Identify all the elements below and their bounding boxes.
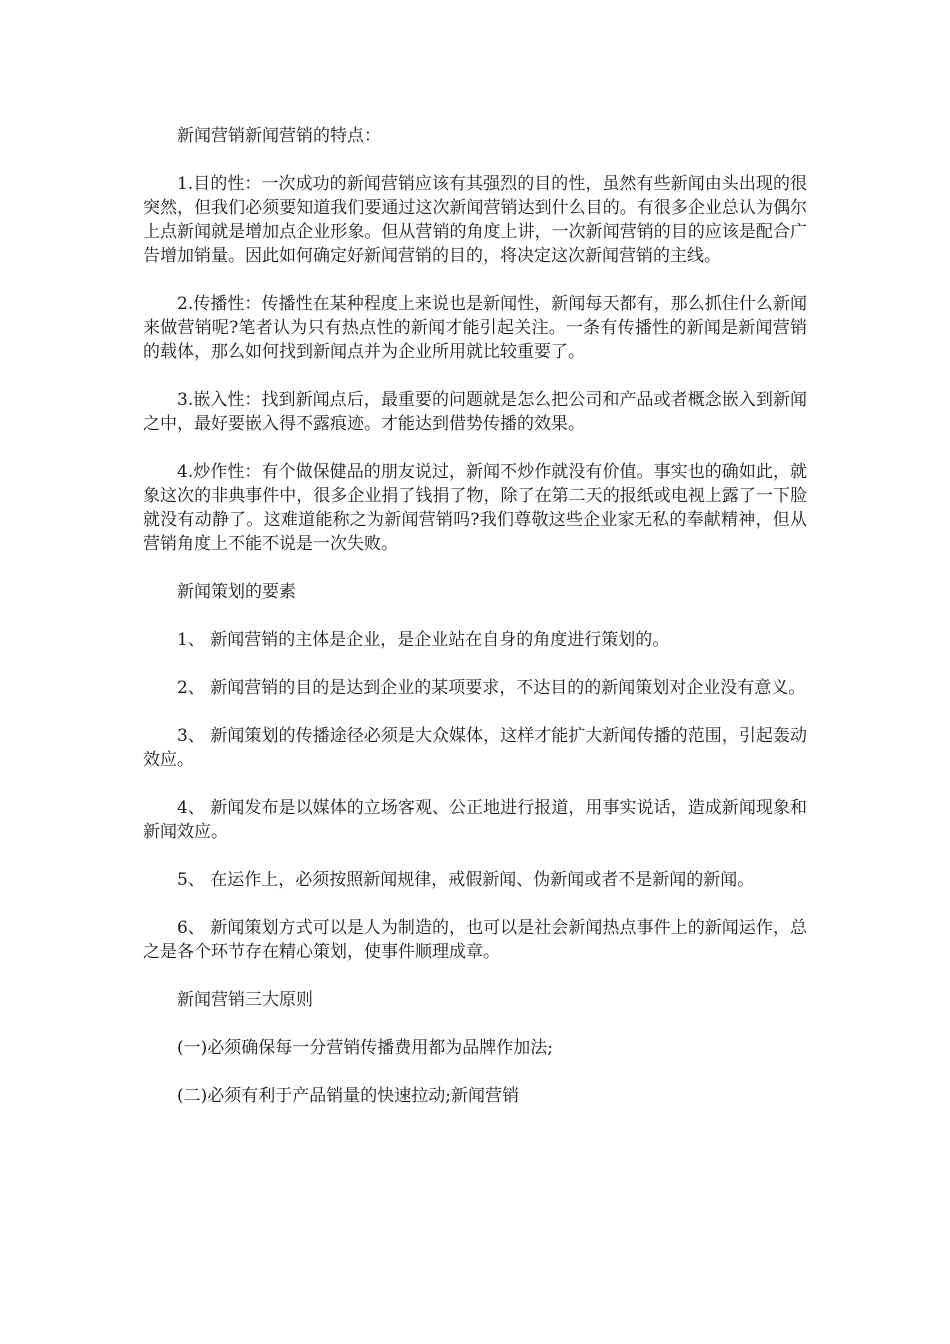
section-title-features: 新闻营销新闻营销的特点： <box>177 126 381 146</box>
paragraph-spread: 2.传播性：传播性在某种程度上来说也是新闻性，新闻每天都有，那么抓住什么新闻来做营销呢?笔者认为只有热点性的新闻才能引起关注。一条有传播性的新闻是新闻营销的载体，那么如何找到新闻点并为企业所用就比较重要了。 <box>143 294 807 362</box>
paragraph-hype: 4.炒作性：有个做保健品的朋友说过，新闻不炒作就没有价值。事实也的确如此，就象这次的非典事件中，很多企业捐了钱捐了物，除了在第二天的报纸或电视上露了一下脸就没有动静了。这难道能称之为新闻营销吗?我们尊敬这些企业家无私的奉献精神，但从营销角度上不能不说是一次失败。 <box>143 462 807 554</box>
paragraph-purpose: 1.目的性：一次成功的新闻营销应该有其强烈的目的性，虽然有些新闻由头出现的很突然，但我们必须要知道我们要通过这次新闻营销达到什么目的。有很多企业总认为偶尔上点新闻就是增加点企业形象。但从营销的角度上讲，一次新闻营销的目的应该是配合广告增加销量。因此如何确定好新闻营销的目的，将决定这次新闻营销的主线。 <box>143 174 807 266</box>
list-item-element-3: 3、 新闻策划的传播途径必须是大众媒体，这样才能扩大新闻传播的范围，引起轰动效应。 <box>143 726 807 770</box>
list-item-element-2: 2、 新闻营销的目的是达到企业的某项要求，不达目的的新闻策划对企业没有意义。 <box>177 678 806 698</box>
document-body <box>143 124 807 1132</box>
paragraph-embed: 3.嵌入性：找到新闻点后，最重要的问题就是怎么把公司和产品或者概念嵌入到新闻之中，最好要嵌入得不露痕迹。才能达到借势传播的效果。 <box>143 390 807 434</box>
list-item-element-1: 1、 新闻营销的主体是企业，是企业站在自身的角度进行策划的。 <box>177 630 670 650</box>
section-title-elements: 新闻策划的要素 <box>177 582 296 602</box>
list-item-principle-1: (一)必须确保每一分营销传播费用都为品牌作加法; <box>177 1038 553 1058</box>
list-item-element-5: 5、 在运作上，必须按照新闻规律，戒假新闻、伪新闻或者不是新闻的新闻。 <box>177 870 755 890</box>
list-item-principle-2: (二)必须有利于产品销量的快速拉动;新闻营销 <box>177 1086 519 1106</box>
list-item-element-6: 6、 新闻策划方式可以是人为制造的，也可以是社会新闻热点事件上的新闻运作，总之是各个环节存在精心策划，使事件顺理成章。 <box>143 918 807 962</box>
section-title-principles: 新闻营销三大原则 <box>177 990 313 1010</box>
list-item-element-4: 4、 新闻发布是以媒体的立场客观、公正地进行报道，用事实说话，造成新闻现象和新闻效应。 <box>143 798 807 842</box>
